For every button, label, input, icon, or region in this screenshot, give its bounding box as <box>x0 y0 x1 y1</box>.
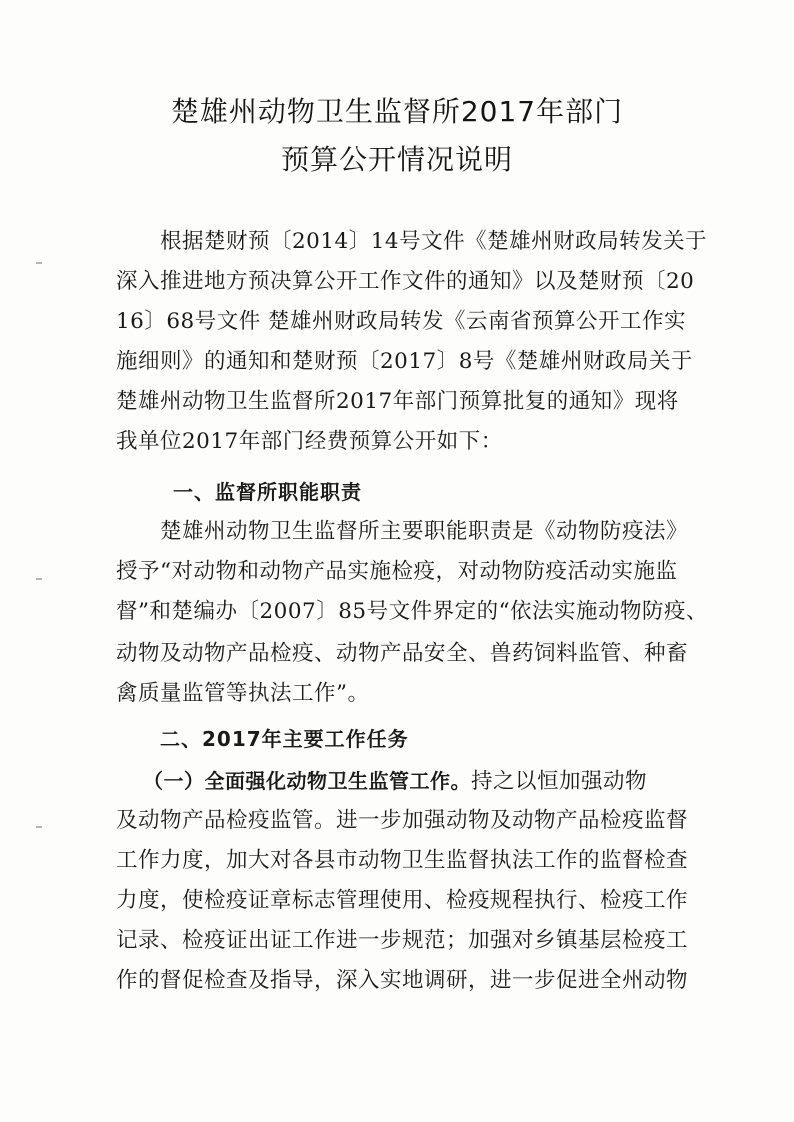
body-line: 楚雄州动物卫生监督所主要职能职责是《动物防疫法》 <box>160 519 689 544</box>
intro-line: 深入推进地方预决算公开工作文件的通知》以及楚财预〔20 <box>116 269 695 294</box>
body-line: 力度，使检疫证章标志管理使用、检疫规程执行、检疫工作 <box>116 888 689 913</box>
document-title-line-1: 楚雄州动物卫生监督所2017年部门 <box>170 95 624 128</box>
section-heading: 二、2017年主要工作任务 <box>160 727 409 751</box>
scan-mark <box>36 262 42 264</box>
section-heading: 一、监督所职能职责 <box>173 480 362 504</box>
body-line: 授予“对动物和动物产品实施检疫，对动物防疫活动实施监 <box>116 559 678 584</box>
intro-line: 16〕68号文件 楚雄州财政局转发《云南省预算公开工作实 <box>116 309 687 334</box>
intro-line: 我单位2017年部门经费预算公开如下： <box>116 429 503 454</box>
body-line: 及动物产品检疫监管。进一步加强动物及动物产品检疫监督 <box>116 808 689 833</box>
body-line: 督”和楚编办〔2007〕85号文件界定的“依法实施动物防疫、 <box>116 599 709 624</box>
body-text: 持之以恒加强动物 <box>471 769 648 794</box>
body-line: 禽质量监管等执法工作”。 <box>116 681 370 706</box>
body-line: 工作力度，加大对各县市动物卫生监督执法工作的监督检查 <box>116 848 689 873</box>
scan-mark <box>36 578 42 580</box>
body-line: 动物及动物产品检疫、动物产品安全、兽药饲料监管、种畜 <box>116 641 689 666</box>
scan-mark <box>36 826 42 828</box>
body-line: 记录、检疫证出证工作进一步规范；加强对乡镇基层检疫工 <box>116 928 689 953</box>
intro-line: 根据楚财预〔2014〕14号文件《楚雄州财政局转发关于 <box>160 229 708 254</box>
body-line: 作的督促检查及指导，深入实地调研，进一步促进全州动物 <box>116 968 689 993</box>
sub-heading: （一）全面强化动物卫生监管工作。 <box>143 769 471 793</box>
intro-line: 施细则》的通知和楚财预〔2017〕8号《楚雄州财政局关于 <box>116 349 693 374</box>
intro-line: 楚雄州动物卫生监督所2017年部门预算批复的通知》现将 <box>116 389 679 414</box>
document-title-line-2: 预算公开情况说明 <box>280 143 513 176</box>
body-line <box>143 766 647 797</box>
